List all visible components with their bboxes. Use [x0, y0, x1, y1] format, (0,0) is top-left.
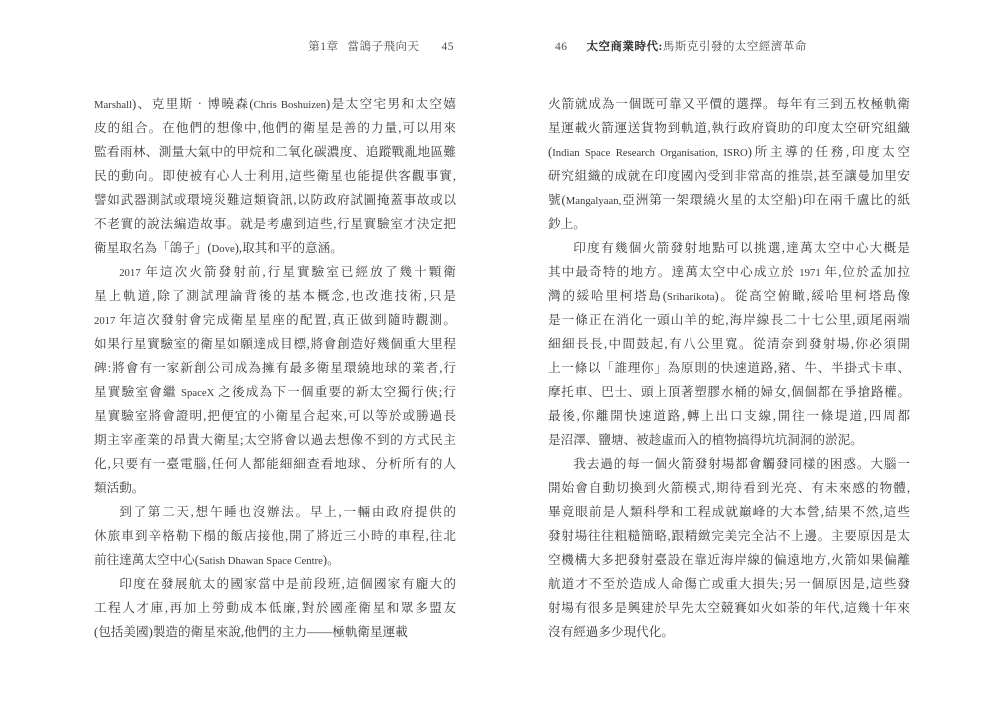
text-line: 星實驗室將會證明,把便宜的小衛星合起來,可以等於或勝過長	[94, 409, 456, 423]
text-line: 如果行星實驗室的衛星如願達成目標,將會創造好幾個重大里程	[94, 337, 456, 351]
text-line: 畢竟眼前是人類科學和工程成就巔峰的大本營,結果不然,這些	[548, 505, 910, 519]
chapter-number: 第1章	[308, 41, 339, 53]
chapter-title: 當鴿子飛向天	[347, 41, 420, 53]
book-title-rest: 馬斯克引發的太空經濟革命	[662, 41, 807, 53]
text-line: 航道才不至於造成人命傷亡或重大損失;另一個原因是,這些發	[548, 577, 910, 591]
running-head-left	[308, 40, 454, 54]
page-number-right: 46	[555, 41, 568, 53]
text-line: 2017 年這次火箭發射前,行星實驗室已經放了幾十顆衛	[119, 265, 456, 279]
latin-text: Mangalyaan,	[565, 195, 622, 207]
text-line: 到了第二天,想午睡也沒辦法。早上,一輛由政府提供的	[119, 505, 456, 519]
latin-text: Indian Space Research Organisation, ISRO	[552, 147, 748, 159]
text-line: (Indian Space Research Organisation, ISRO)所主導的任務,印度太空	[548, 145, 911, 159]
text-line: 碑:將會有一家新創公司成為擁有最多衛星環繞地球的業者,行	[94, 361, 456, 375]
text-line: 星實驗室會繼 SpaceX 之後成為下一個重要的新太空獨行俠;行	[94, 385, 457, 399]
text-line: 工程人才庫,再加上勞動成本低廉,對於國產衛星和眾多盟友	[94, 601, 456, 615]
text-line: 鈔上。	[548, 217, 586, 231]
latin-text: Marshall	[94, 99, 133, 111]
latin-text: 2017	[94, 315, 120, 327]
text-line: 譬如武器測試或環境災難這類資訊,以防政府試圖掩蓋事故或以	[94, 193, 456, 207]
text-line: 我去過的每一個火箭發射場都會觸發同樣的困惑。大腦一	[573, 457, 910, 471]
text-line: 是沼澤、鹽塘、被趁虛而入的植物搞得坑坑洞洞的淤泥。	[548, 433, 863, 447]
text-line: 灣的綏哈里柯塔島(Sriharikota)。從高空俯瞰,綏哈里柯塔島像	[548, 289, 910, 303]
text-line: (包括美國)製造的衛星來說,他們的主力——極軌衛星運載	[94, 625, 408, 639]
text-line: 最後,你離開快速道路,轉上出口支線,開往一條堤道,四周都	[548, 409, 910, 423]
text-line: 監看雨林、測量大氣中的甲烷和二氧化碳濃度、追蹤戰亂地區難	[94, 145, 456, 159]
latin-text: SpaceX	[181, 387, 219, 399]
text-line: 休旅車到辛格勒下榻的飯店接他,開了將近三小時的車程,往北	[94, 529, 456, 543]
text-line: 民的動向。即使被有心人士利用,這些衛星也能提供客觀事實,	[94, 169, 456, 183]
text-line: Marshall)、克里斯‧博曉森(Chris Boshuizen)是太空宅男和太空嬉	[94, 97, 456, 111]
latin-text: 1971	[799, 267, 825, 279]
text-line: 沒有經過多少現代化。	[548, 625, 674, 639]
text-line: 摩托車、巴士、頭上頂著塑膠水桶的婦女,個個都在爭搶路權。	[548, 385, 910, 399]
latin-text: Sriharikota	[666, 291, 715, 303]
text-line: 星運載火箭運送貨物到軌道,執行政府資助的印度太空研究組織	[548, 121, 910, 135]
latin-text: Dove	[211, 243, 235, 255]
text-line: 開始會自動切換到火箭模式,期待看到光亮、有未來感的物體,	[548, 481, 910, 495]
text-line: 發射場往往粗糙簡略,跟精緻完美完全沾不上邊。主要原因是太	[548, 529, 910, 543]
text-line: 細細長長,中間鼓起,有八公里寬。從清奈到發射場,你必須開	[548, 337, 910, 351]
running-head-right	[555, 40, 807, 54]
text-line: 化,只要有一臺電腦,任何人都能細細查看地球、分析所有的人	[94, 457, 456, 471]
text-line: 前往達萬太空中心(Satish Dhawan Space Centre)。	[94, 553, 340, 567]
right-page-text-column	[548, 92, 910, 644]
text-line: 2017 年這次發射會完成衛星星座的配置,真正做到隨時觀測。	[94, 313, 456, 327]
text-line: 其中最奇特的地方。達萬太空中心成立於 1971 年,位於孟加拉	[548, 265, 910, 279]
text-line: 上一條以「誰理你」為原則的快速道路,豬、牛、半掛式卡車、	[548, 361, 910, 375]
text-line: 研究組織的成就在印度國內受到非常高的推崇,甚至讓曼加里安	[548, 169, 910, 183]
text-line: 號(Mangalyaan,亞洲第一架環繞火星的太空船)印在兩千盧比的紙	[548, 193, 910, 207]
latin-text: 2017	[119, 267, 146, 279]
text-line: 空機構大多把發射臺設在靠近海岸線的偏遠地方,火箭如果偏離	[548, 553, 910, 567]
text-line: 印度在發展航太的國家當中是前段班,這個國家有龐大的	[119, 577, 456, 591]
latin-text: Chris Boshuizen	[253, 99, 327, 111]
page-number-left: 45	[441, 41, 454, 53]
text-line: 期主宰產業的昂貴大衛星;太空將會以過去想像不到的方式民主	[94, 433, 456, 447]
latin-text: Satish Dhawan Space Centre	[198, 555, 323, 567]
text-line: 皮的組合。在他們的想像中,他們的衛星是善的力量,可以用來	[94, 121, 456, 135]
left-page-text-column	[94, 92, 456, 644]
book-title-bold: 太空商業時代:	[586, 41, 663, 53]
text-line: 類活動。	[94, 481, 145, 495]
text-line: 是一條正在消化一頭山羊的蛇,海岸線長二十七公里,頭尾兩端	[548, 313, 910, 327]
text-line: 不老實的說法編造故事。就是考慮到這些,行星實驗室才決定把	[94, 217, 456, 231]
text-line: 星上軌道,除了測試理論背後的基本概念,也改進技術,只是	[94, 289, 456, 303]
text-line: 印度有幾個火箭發射地點可以挑選,達萬太空中心大概是	[573, 241, 910, 255]
text-line: 射場有很多是興建於早先太空競賽如火如荼的年代,這幾十年來	[548, 601, 910, 615]
text-line: 火箭就成為一個既可靠又平價的選擇。每年有三到五枚極軌衛	[548, 97, 910, 111]
text-line: 衛星取名為「鴿子」(Dove),取其和平的意涵。	[94, 241, 343, 255]
